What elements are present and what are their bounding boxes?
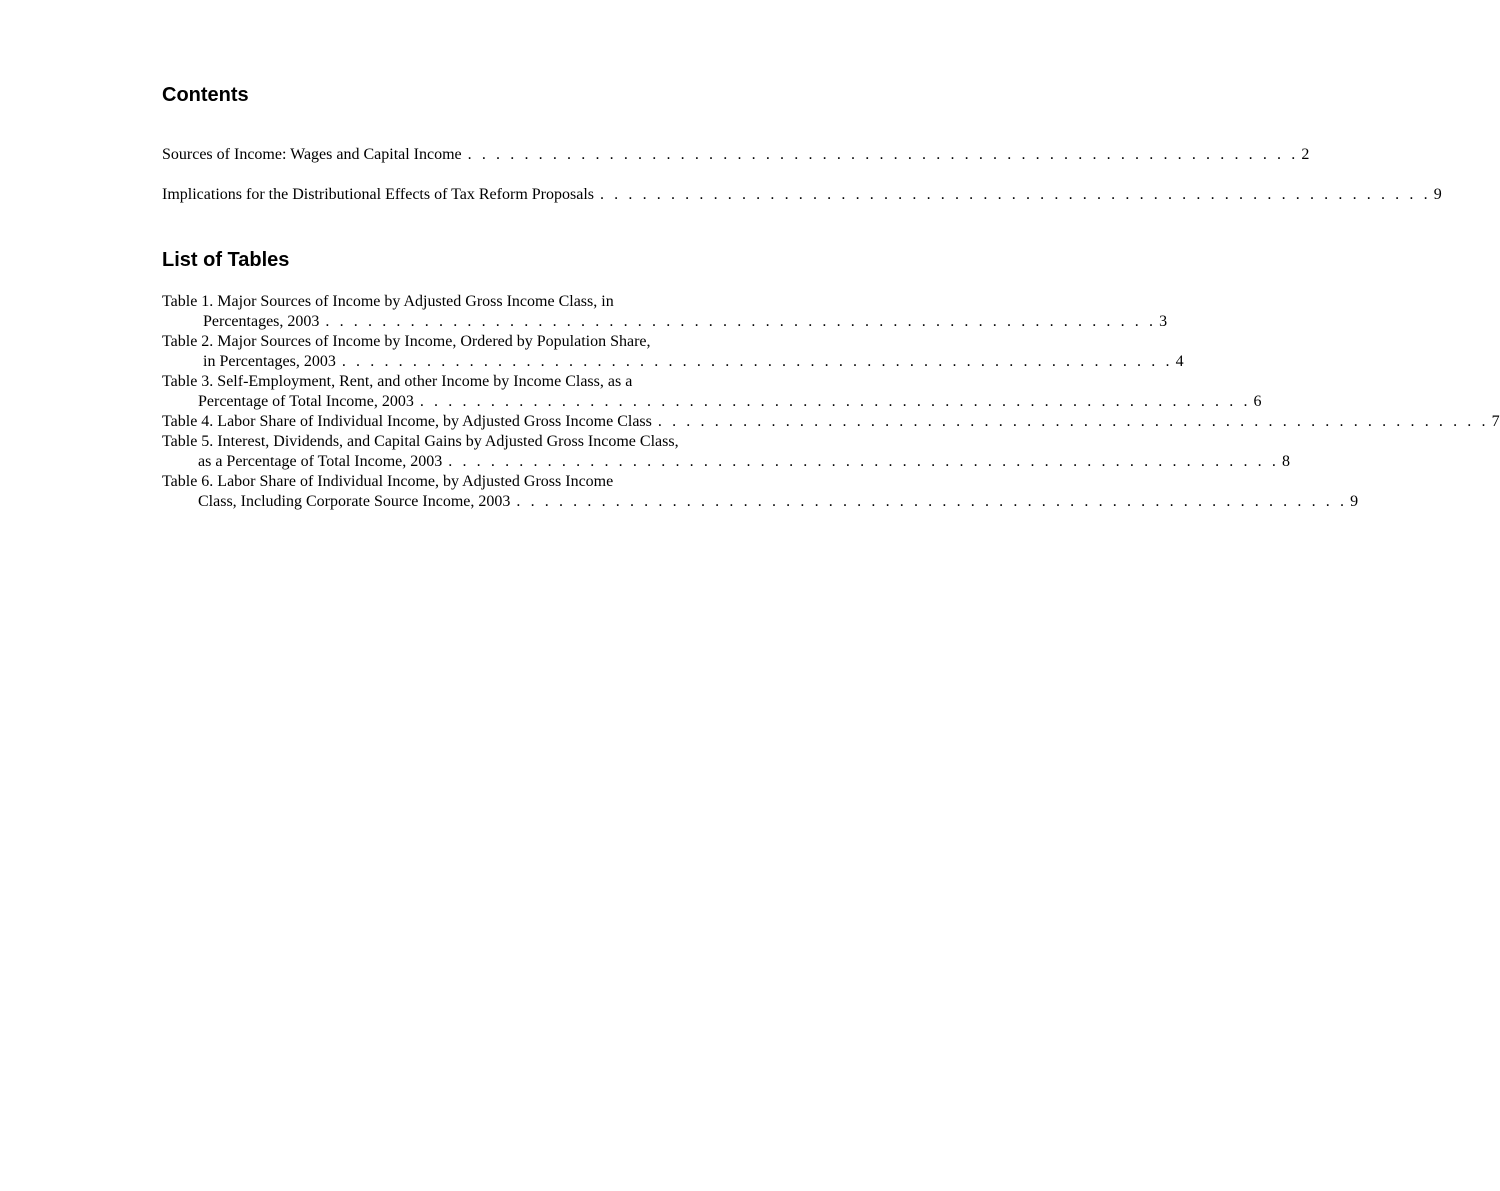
table-entry[interactable]	[162, 432, 1290, 472]
entry-title-continued: Percentage of Total Income, 2003	[198, 393, 414, 410]
table-entry[interactable]	[162, 412, 1500, 432]
page-number: 9	[1350, 493, 1359, 510]
entry-first-line	[162, 432, 758, 452]
toc-line	[162, 185, 1442, 205]
list-of-tables-heading: List of Tables	[162, 249, 290, 271]
page-number: 9	[1433, 186, 1442, 203]
dot-leader: . . . . . . . . . . . . . . . . . . . . . . . . . . . . . . . . . . . . . . . . . . . . . . . . . . . . . . . . . . .	[419, 393, 1251, 410]
entry-title-continued: in Percentages, 2003	[203, 353, 336, 370]
contents-entry[interactable]	[162, 145, 1310, 165]
dot-leader: . . . . . . . . . . . . . . . . . . . . . . . . . . . . . . . . . . . . . . . . . . . . . . . . . . . . . . . . . . .	[599, 186, 1431, 203]
entry-title: Sources of Income: Wages and Capital Income	[162, 146, 462, 163]
page-number: 2	[1301, 146, 1310, 163]
table-entry[interactable]	[162, 332, 1184, 372]
entry-first-line	[162, 412, 1500, 432]
dot-leader: . . . . . . . . . . . . . . . . . . . . . . . . . . . . . . . . . . . . . . . . . . . . . . . . . . . . . . . . . . .	[448, 453, 1279, 470]
dot-leader: . . . . . . . . . . . . . . . . . . . . . . . . . . . . . . . . . . . . . . . . . . . . . . . . . . . . . . . . . . .	[341, 353, 1173, 370]
toc-line	[162, 145, 1310, 165]
entry-continuation-line	[162, 352, 1184, 372]
entry-continuation-line	[162, 452, 1290, 472]
entry-title-continued: Percentages, 2003	[203, 313, 320, 330]
entry-title: Table 5. Interest, Dividends, and Capital Gains by Adjusted Gross Income Class,	[162, 433, 679, 450]
entry-title-continued: Class, Including Corporate Source Income, 2003	[198, 493, 511, 510]
dot-leader: . . . . . . . . . . . . . . . . . . . . . . . . . . . . . . . . . . . . . . . . . . . . . . . . . . . . . . . . . . .	[516, 493, 1348, 510]
page-number: 8	[1281, 453, 1290, 470]
entry-title-continued: as a Percentage of Total Income, 2003	[198, 453, 443, 470]
dot-leader: . . . . . . . . . . . . . . . . . . . . . . . . . . . . . . . . . . . . . . . . . . . . . . . . . . . . . . . . . . .	[657, 413, 1489, 430]
entry-title: Table 2. Major Sources of Income by Income, Ordered by Population Share,	[162, 333, 651, 350]
table-entry[interactable]	[162, 372, 1262, 412]
page-number: 4	[1175, 353, 1184, 370]
entry-first-line	[162, 332, 758, 352]
entry-first-line	[162, 472, 758, 492]
entry-continuation-line	[162, 312, 1168, 332]
dot-leader: . . . . . . . . . . . . . . . . . . . . . . . . . . . . . . . . . . . . . . . . . . . . . . . . . . . . . . . . . . .	[325, 313, 1157, 330]
list-of-tables	[162, 292, 1500, 512]
page-number: 3	[1159, 313, 1168, 330]
contents-list	[162, 145, 1442, 225]
entry-title: Table 4. Labor Share of Individual Income, by Adjusted Gross Income Class	[162, 413, 652, 430]
table-entry[interactable]	[162, 292, 1168, 332]
entry-continuation-line	[162, 492, 1359, 512]
entry-title: Implications for the Distributional Effects of Tax Reform Proposals	[162, 186, 594, 203]
dot-leader: . . . . . . . . . . . . . . . . . . . . . . . . . . . . . . . . . . . . . . . . . . . . . . . . . . . . . . . . . . .	[467, 146, 1299, 163]
entry-title: Table 6. Labor Share of Individual Income, by Adjusted Gross Income	[162, 473, 614, 490]
table-entry[interactable]	[162, 472, 1359, 512]
page-number: 7	[1491, 413, 1500, 430]
entry-first-line	[162, 372, 758, 392]
contents-heading: Contents	[162, 84, 249, 106]
entry-title: Table 3. Self-Employment, Rent, and other Income by Income Class, as a	[162, 373, 633, 390]
entry-continuation-line	[162, 392, 1262, 412]
page-number: 6	[1253, 393, 1262, 410]
entry-title: Table 1. Major Sources of Income by Adjusted Gross Income Class, in	[162, 293, 614, 310]
contents-entry[interactable]	[162, 185, 1442, 205]
entry-first-line	[162, 292, 758, 312]
